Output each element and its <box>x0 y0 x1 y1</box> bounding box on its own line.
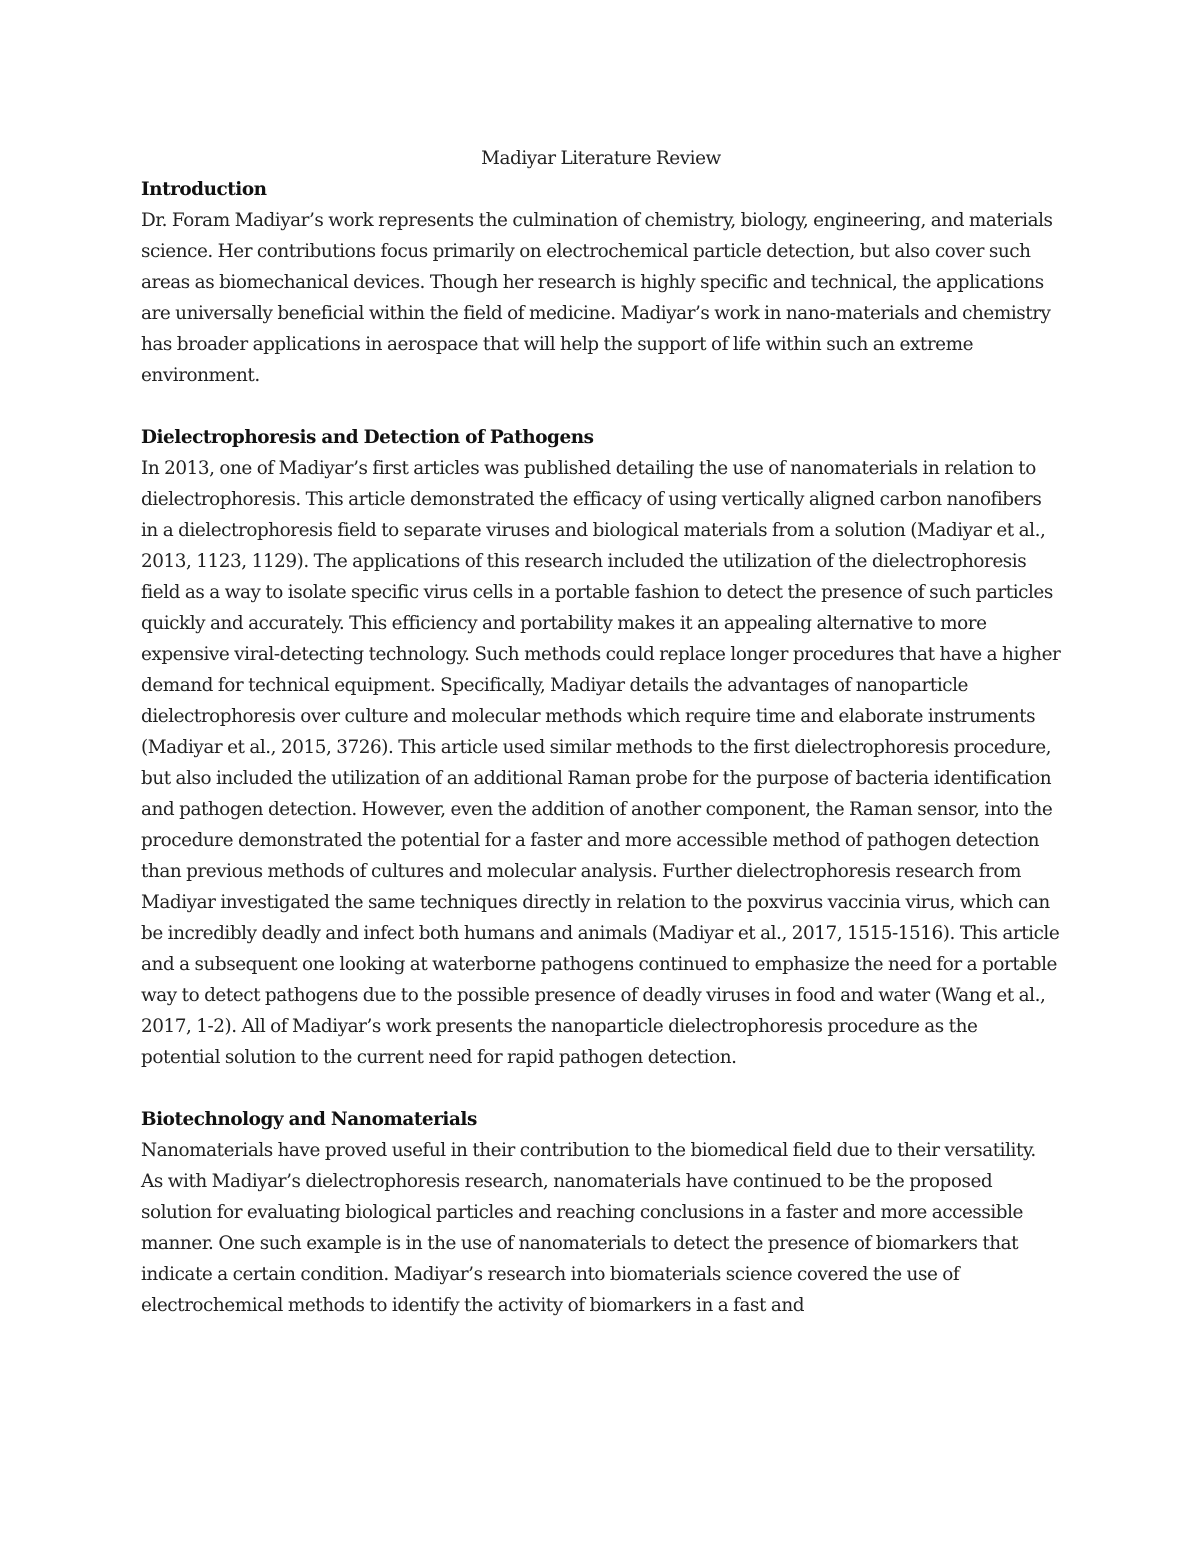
section-body-biotechnology: Nanomaterials have proved useful in their contribution to the biomedical field due to their versatility. As with Madiyar’s dielectrophoresis research, nanomaterials have continued to be the proposed solution for evaluating biological particles and reaching conclusions in a faster and more accessible manner. One such example is in the use of nanomaterials to detect the presence of biomarkers that indicate a certain condition. Madiyar’s research into biomaterials science covered the use of electrochemical methods to identify the activity of biomarkers in a fast and <box>141 1140 1036 1316</box>
section-body-introduction: Dr. Foram Madiyar’s work represents the culmination of chemistry, biology, engineering, and materials science. Her contributions focus primarily on electrochemical particle detection, but also cover such areas as biomechanical devices. Though her research is highly specific and technical, the applications are universally beneficial within the field of medicine. Madiyar’s work in nano-materials and chemistry has broader applications in aerospace that will help the support of life within such an extreme environment. <box>141 210 1053 386</box>
section-heading-introduction: Introduction <box>141 179 267 200</box>
document-body <box>141 143 1061 1321</box>
document-title: Madiyar Literature Review <box>481 148 721 169</box>
section-heading-biotechnology: Biotechnology and Nanomaterials <box>141 1109 477 1130</box>
section-body-dielectrophoresis: In 2013, one of Madiyar’s first articles was published detailing the use of nanomaterials in relation to dielectrophoresis. This article demonstrated the efficacy of using vertically aligned carbon nanofibers in a dielectrophoresis field to separate viruses and biological materials from a solution (Madiyar et al., 2013, 1123, 1129). The applications of this research included the utilization of the dielectrophoresis field as a way to isolate specific virus cells in a portable fashion to detect the presence of such particles quickly and accurately. This efficiency and portability makes it an appealing alternative to more expensive viral-detecting technology. Such methods could replace longer procedures that have a higher demand for technical equipment. Specifically, Madiyar details the advantages of nanoparticle dielectrophoresis over culture and molecular methods which require time and elaborate instruments (Madiyar et al., 2015, 3726). This article used similar methods to the first dielectrophoresis procedure, but also included the utilization of an additional Raman probe for the purpose of bacteria identification and pathogen detection. However, even the addition of another component, the Raman sensor, into the procedure demonstrated the potential for a faster and more accessible method of pathogen detection than previous methods of cultures and molecular analysis. Further dielectrophoresis research from Madiyar investigated the same techniques directly in relation to the poxvirus vaccinia virus, which can be incredibly deadly and infect both humans and animals (Madiyar et al., 2017, 1515-1516). This article and a subsequent one looking at waterborne pathogens continued to emphasize the need for a portable way to detect pathogens due to the possible presence of deadly viruses in food and water (Wang et al., 2017, 1-2). All of Madiyar’s work presents the nanoparticle dielectrophoresis procedure as the potential solution to the current need for rapid pathogen detection. <box>141 458 1061 1068</box>
paragraph-spacer <box>141 391 1061 422</box>
paragraph-spacer <box>141 1073 1061 1104</box>
section-heading-dielectrophoresis: Dielectrophoresis and Detection of Pathogens <box>141 427 594 448</box>
